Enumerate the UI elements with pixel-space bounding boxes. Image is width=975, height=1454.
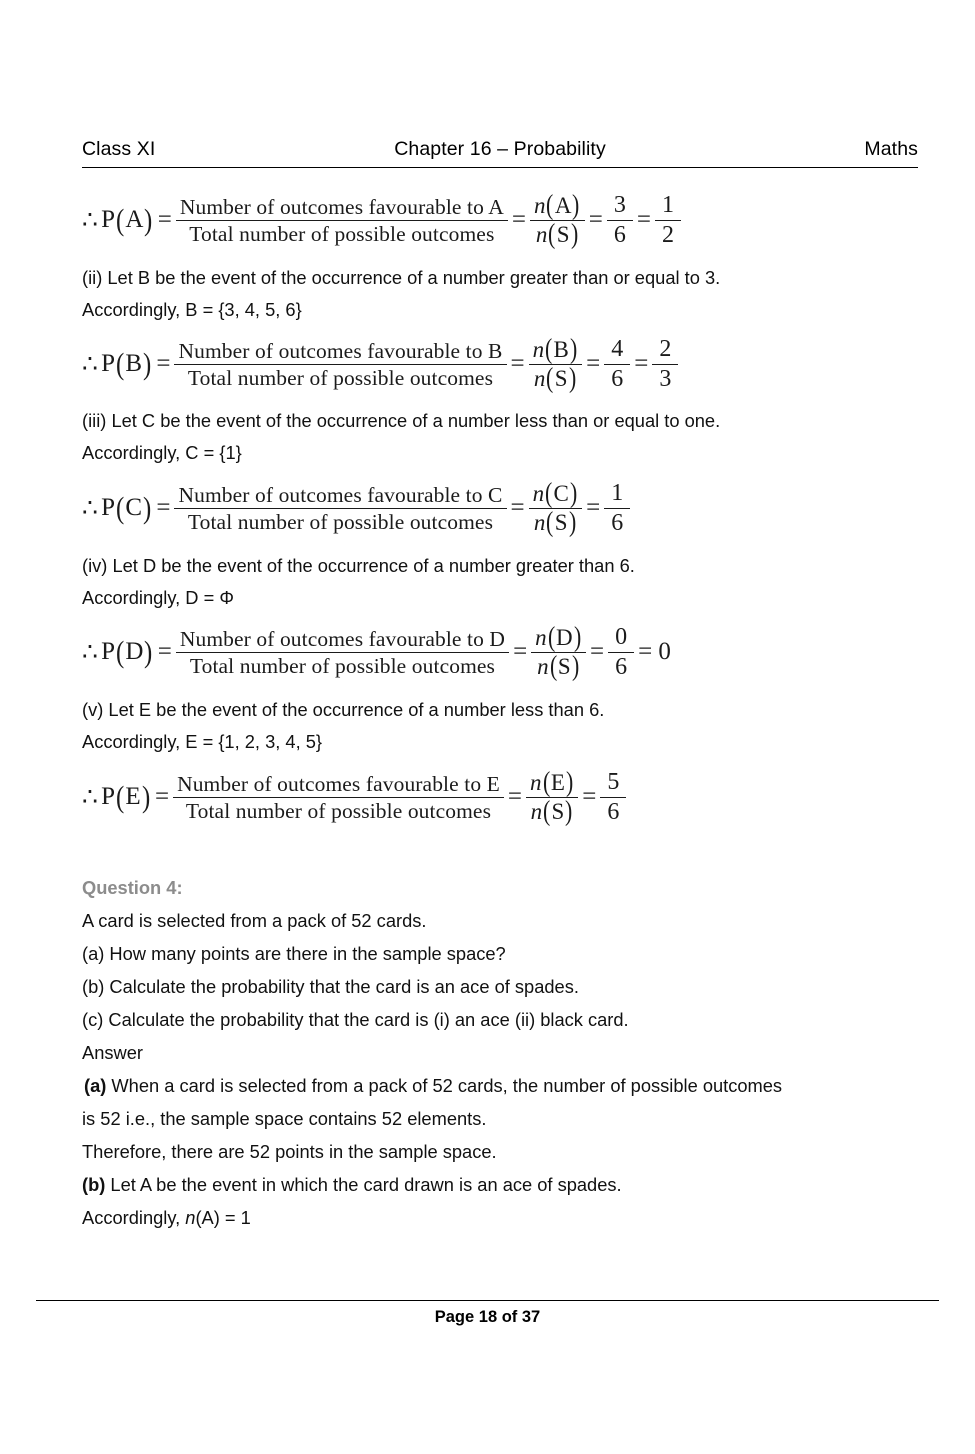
question-4-part-c: (c) Calculate the probability that the card is (i) an ace (ii) black card. <box>82 1009 629 1030</box>
accordingly-prefix: Accordingly, <box>82 1207 186 1228</box>
fraction-numerator: 0 <box>615 624 628 650</box>
fraction-numerator: 1 <box>661 192 674 218</box>
text-line-iii-statement: (iii) Let C be the event of the occurrence of a number less than or equal to one. <box>82 410 721 431</box>
equals-sign: = <box>636 206 651 234</box>
answer-a-line-3: Therefore, there are 52 points in the sample space. <box>82 1141 497 1162</box>
text-line-v-set: Accordingly, E = {1, 2, 3, 4, 5} <box>82 731 323 752</box>
fraction-definition <box>174 339 506 390</box>
p-function-label: P <box>101 494 116 522</box>
fraction-numerator: 1 <box>611 480 624 506</box>
fraction-denominator: 6 <box>611 509 624 536</box>
event-label-c: C <box>125 494 143 522</box>
header-class-label: Class XI <box>82 138 156 160</box>
fraction-denominator: n(S) <box>530 795 573 827</box>
fraction-bar <box>173 797 504 798</box>
fraction-value <box>604 480 630 537</box>
answer-a-line-1 <box>84 1075 782 1097</box>
text-line-ii-set: Accordingly, B = {3, 4, 5, 6} <box>82 299 302 320</box>
fraction-denominator: 6 <box>615 653 628 680</box>
event-label-d: D <box>125 638 144 666</box>
fraction-bar <box>608 652 634 653</box>
answer-b-marker: (b) <box>82 1174 106 1195</box>
fraction-bar <box>176 220 508 221</box>
equals-sign: = <box>513 638 528 666</box>
therefore-symbol: ∴ <box>82 351 99 379</box>
fraction-denominator: n(S) <box>535 218 578 250</box>
fraction-value <box>600 769 626 826</box>
answer-b-line-1 <box>82 1174 622 1196</box>
equals-sign: = <box>510 350 525 378</box>
right-paren-icon: ) <box>143 345 152 381</box>
fraction-denominator: Total number of possible outcomes <box>189 221 495 246</box>
fraction-bar <box>600 797 626 798</box>
fraction-definition <box>174 483 506 534</box>
fraction-definition <box>173 772 504 823</box>
question-4-part-a: (a) How many points are there in the sample space? <box>82 943 506 964</box>
fraction-reduced <box>655 192 681 249</box>
equals-sign: = <box>154 783 170 811</box>
fraction-value <box>608 624 634 681</box>
fraction-denominator: 6 <box>607 798 620 825</box>
left-paren-icon: ( <box>116 489 125 525</box>
equals-sign: = <box>588 206 603 234</box>
question-4-heading: Question 4: <box>82 877 183 898</box>
equals-sign: = <box>156 494 171 522</box>
fraction-bar <box>604 508 630 509</box>
equals-sign: = <box>157 638 172 666</box>
formula-probability-b <box>82 336 678 393</box>
fraction-numerator: Number of outcomes favourable to A <box>179 194 504 219</box>
fraction-numerator: n(B) <box>532 334 578 366</box>
equals-sign: = <box>156 350 171 378</box>
left-paren-icon: ( <box>116 201 125 237</box>
text-line-v-statement: (v) Let E be the event of the occurrence of a number less than 6. <box>82 699 605 720</box>
event-label-e: E <box>125 783 141 811</box>
fraction-denominator: Total number of possible outcomes <box>187 365 494 390</box>
fraction-denominator: 2 <box>661 221 674 248</box>
fraction-numerator: Number of outcomes favourable to D <box>179 626 506 651</box>
header-divider <box>82 167 918 168</box>
equals-sign: = <box>511 206 526 234</box>
fraction-bar <box>655 220 681 221</box>
fraction-denominator: Total number of possible outcomes <box>185 798 492 823</box>
formula-probability-e <box>82 769 626 826</box>
text-line-iv-statement: (iv) Let D be the event of the occurrence of a number greater than 6. <box>82 555 635 576</box>
fraction-n-notation <box>529 334 583 394</box>
p-function-label: P <box>101 638 116 666</box>
fraction-denominator: 6 <box>611 365 624 392</box>
event-label-b: B <box>125 350 143 378</box>
fraction-n-notation <box>530 190 585 250</box>
page-number-label: Page 18 of 37 <box>434 1308 541 1326</box>
answer-b-text: Let A be the event in which the card drawn is an ace of spades. <box>105 1174 622 1195</box>
formula-probability-d <box>82 624 671 681</box>
equals-sign: = <box>157 206 172 234</box>
p-function-label: P <box>101 350 116 378</box>
formula-probability-a <box>82 192 681 249</box>
question-4-stem: A card is selected from a pack of 52 cards. <box>82 910 427 931</box>
therefore-symbol: ∴ <box>82 495 99 523</box>
fraction-definition <box>176 195 508 246</box>
fraction-bar <box>652 364 678 365</box>
text-line-ii-statement: (ii) Let B be the event of the occurrence of a number greater than or equal to 3. <box>82 267 721 288</box>
fraction-denominator: 3 <box>659 365 672 392</box>
fraction-numerator: Number of outcomes favourable to C <box>178 482 503 507</box>
text-line-iii-set: Accordingly, C = {1} <box>82 442 242 463</box>
therefore-symbol: ∴ <box>82 639 99 667</box>
left-paren-icon: ( <box>116 633 125 669</box>
fraction-bar <box>174 508 506 509</box>
right-paren-icon: ) <box>141 778 150 814</box>
formula-probability-c <box>82 480 630 537</box>
header-subject-label: Maths <box>864 138 918 160</box>
fraction-numerator: Number of outcomes favourable to E <box>177 771 500 796</box>
n-of-a-value: (A) = 1 <box>195 1207 251 1228</box>
answer-b-line-2 <box>82 1207 251 1229</box>
answer-a-line-2: is 52 i.e., the sample space contains 52 elements. <box>82 1108 487 1129</box>
fraction-bar <box>174 364 506 365</box>
fraction-denominator: Total number of possible outcomes <box>189 653 496 678</box>
fraction-denominator: n(S) <box>533 362 576 394</box>
fraction-denominator: n(S) <box>537 650 580 682</box>
fraction-numerator: n(C) <box>532 478 578 510</box>
equals-sign: = <box>582 783 597 811</box>
fraction-bar <box>176 652 509 653</box>
header-chapter-title: Chapter 16 – Probability <box>394 138 606 160</box>
fraction-denominator: 6 <box>613 221 626 248</box>
equals-sign: = <box>510 494 525 522</box>
equals-sign: = <box>634 350 649 378</box>
fraction-reduced <box>652 336 678 393</box>
fraction-n-notation <box>529 478 583 538</box>
text-line-iv-set: Accordingly, D = Φ <box>82 587 234 608</box>
fraction-bar <box>607 220 633 221</box>
fraction-definition <box>176 627 509 678</box>
right-paren-icon: ) <box>144 633 153 669</box>
fraction-value <box>607 192 633 249</box>
formula-result-zero: = 0 <box>638 638 671 666</box>
fraction-numerator: n(A) <box>533 190 580 222</box>
right-paren-icon: ) <box>144 201 153 237</box>
fraction-numerator: 3 <box>613 192 626 218</box>
fraction-n-notation <box>531 622 586 682</box>
fraction-numerator: 5 <box>607 769 620 795</box>
equals-sign: = <box>589 638 605 666</box>
fraction-denominator: Total number of possible outcomes <box>187 509 494 534</box>
p-function-label: P <box>101 206 116 234</box>
left-paren-icon: ( <box>116 345 125 381</box>
fraction-numerator: n(D) <box>535 622 581 654</box>
fraction-numerator: n(E) <box>530 767 574 799</box>
equals-sign: = <box>586 350 601 378</box>
therefore-symbol: ∴ <box>82 207 99 235</box>
n-variable-symbol: n <box>185 1207 196 1228</box>
fraction-numerator: Number of outcomes favourable to B <box>178 338 503 363</box>
right-paren-icon: ) <box>143 489 152 525</box>
page-header <box>82 138 918 161</box>
footer-divider <box>36 1300 939 1301</box>
answer-a-marker: (a) <box>84 1075 107 1096</box>
left-paren-icon: ( <box>116 778 125 814</box>
p-function-label: P <box>101 783 116 811</box>
fraction-numerator: 2 <box>659 336 672 362</box>
fraction-bar <box>604 364 630 365</box>
therefore-symbol: ∴ <box>82 784 99 812</box>
event-label-a: A <box>125 206 144 234</box>
fraction-value <box>604 336 630 393</box>
equals-sign: = <box>586 494 601 522</box>
fraction-denominator: n(S) <box>533 506 576 538</box>
question-4-part-b: (b) Calculate the probability that the card is an ace of spades. <box>82 976 579 997</box>
answer-a-text: When a card is selected from a pack of 52 cards, the number of possible outcomes <box>106 1075 783 1096</box>
fraction-n-notation <box>526 767 578 827</box>
fraction-numerator: 4 <box>611 336 624 362</box>
answer-label: Answer <box>82 1042 143 1063</box>
equals-sign: = <box>507 783 522 811</box>
